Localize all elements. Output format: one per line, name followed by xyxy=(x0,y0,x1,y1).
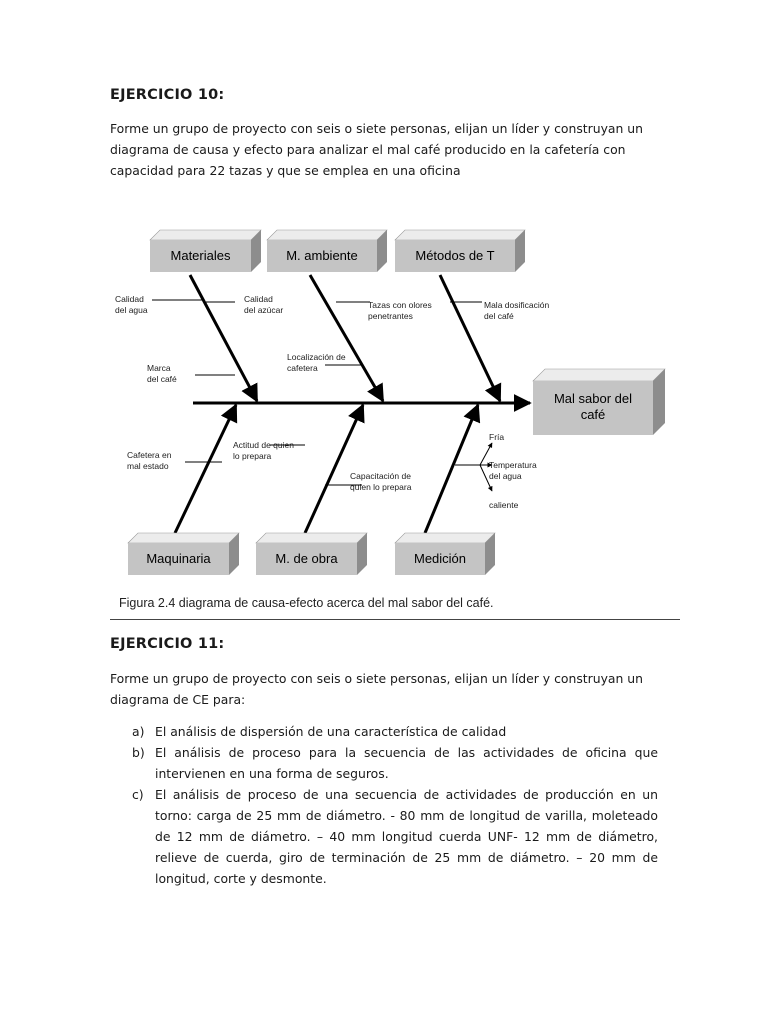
box-obra-label: M. de obra xyxy=(275,551,338,566)
cause-fria: Fría xyxy=(489,432,505,442)
cause-localizacion-1: Localización de xyxy=(287,352,346,362)
list-item xyxy=(110,784,658,889)
cause-actitud-2: lo prepara xyxy=(233,451,272,461)
cause-capacitacion-1: Capacitación de xyxy=(350,471,411,481)
box-maquinaria xyxy=(128,533,239,575)
cause-calidad-azucar-2: del azúcar xyxy=(244,305,284,315)
figure-caption: Figura 2.4 diagrama de causa-efecto acerca del mal sabor del café. xyxy=(119,596,494,610)
cause-caliente: caliente xyxy=(489,500,519,510)
cause-temperatura-2: del agua xyxy=(489,471,522,481)
box-materiales xyxy=(150,230,261,272)
divider-line xyxy=(110,619,680,620)
list-item-text: El análisis de proceso para la secuencia de las actividades de oficina que intervienen en una forma de seguros. xyxy=(155,745,658,781)
cause-cafetera-mal-2: mal estado xyxy=(127,461,169,471)
list-item-text: El análisis de dispersión de una característica de calidad xyxy=(155,724,507,739)
box-medicion xyxy=(395,533,495,575)
cause-actitud-1: Actitud de quien xyxy=(233,440,294,450)
cause-cafetera-mal-1: Cafetera en xyxy=(127,450,172,460)
box-ambiente-label: M. ambiente xyxy=(286,248,358,263)
cause-calidad-azucar-1: Calidad xyxy=(244,294,273,304)
exercise-11-heading: EJERCICIO 11: xyxy=(110,636,225,652)
cause-calidad-agua-1: Calidad xyxy=(115,294,144,304)
box-maquinaria-label: Maquinaria xyxy=(146,551,211,566)
box-medicion-label: Medición xyxy=(413,551,467,566)
list-marker: b) xyxy=(132,745,145,760)
bone-medicion xyxy=(425,405,478,533)
box-ambiente xyxy=(267,230,387,272)
list-marker: a) xyxy=(132,724,145,739)
cause-tazas-2: penetrantes xyxy=(368,311,413,321)
cause-calidad-agua-2: del agua xyxy=(115,305,148,315)
list-item-text: El análisis de proceso de una secuencia de actividades de producción en un torno: carga de 25 mm de diámetro. - 80 mm de longitud de varilla, moleteado de 12 mm de diámetro. – 40 mm longitud cuerda UNF- 12 mm de diámetro, relieve de cuerda, giro de terminación de 25 mm de diámetro. – 20 mm de longitud, corte y desmonte. xyxy=(155,787,658,886)
cause-localizacion-2: cafetera xyxy=(287,363,318,373)
bone-maquinaria xyxy=(175,405,236,533)
cause-dosificacion-1: Mala dosificación xyxy=(484,300,550,310)
cause-tazas-1: Tazas con olores xyxy=(368,300,432,310)
list-marker: c) xyxy=(132,787,144,802)
bone-obra xyxy=(305,405,363,533)
cause-capacitacion-2: quien lo prepara xyxy=(350,482,412,492)
cause-marca-1: Marca xyxy=(147,363,171,373)
bone-metodos xyxy=(440,275,500,401)
exercise-10-heading: EJERCICIO 10: xyxy=(110,87,225,103)
exercise-11-list xyxy=(110,721,658,889)
bone-ambiente xyxy=(310,275,383,401)
cause-marca-2: del café xyxy=(147,374,177,384)
box-obra xyxy=(256,533,367,575)
box-metodos-label: Métodos de T xyxy=(415,248,495,263)
effect-label-line1: Mal sabor del xyxy=(553,391,633,406)
effect-label-line2: café xyxy=(580,407,606,422)
list-item xyxy=(110,721,658,742)
cause-dosificacion-2: del café xyxy=(484,311,514,321)
box-effect xyxy=(533,369,665,435)
exercise-11-text: Forme un grupo de proyecto con seis o siete personas, elijan un líder y construyan un diagrama de CE para: xyxy=(110,671,644,707)
box-metodos xyxy=(395,230,525,272)
fishbone-figure xyxy=(100,215,680,620)
box-materiales-label: Materiales xyxy=(170,248,231,263)
list-item xyxy=(110,742,658,784)
exercise-10-text: Forme un grupo de proyecto con seis o siete personas, elijan un líder y construyan un diagrama de causa y efecto para analizar el mal café producido en la cafetería con capacidad para 22 tazas y que se emplea en una oficina xyxy=(110,121,644,178)
cause-temperatura-1: Temperatura xyxy=(489,460,537,470)
